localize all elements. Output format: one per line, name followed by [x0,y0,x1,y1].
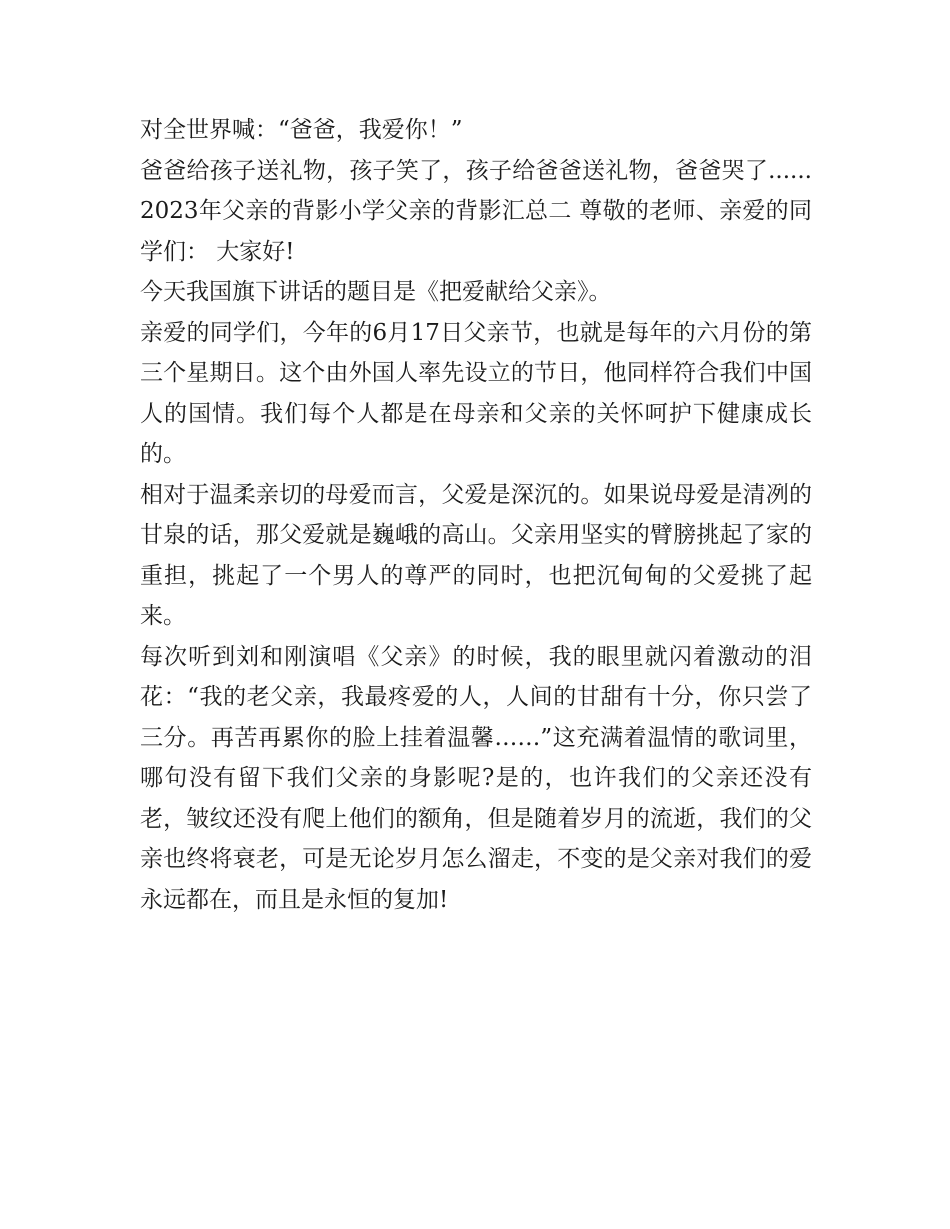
paragraph-6: 每次听到刘和刚演唱《父亲》的时候，我的眼里就闪着激动的泪花：“我的老父亲，我最疼爱的人，人间的甘甜有十分，你只尝了三分。再苦再累你的脸上挂着温馨……”这充满着温情的歌词里，哪句没有留下我们父亲的身影呢?是的，也许我们的父亲还没有老，皱纹还没有爬上他们的额角，但是随着岁月的流逝，我们的父亲也终将衰老，可是无论岁月怎么溜走，不变的是父亲对我们的爱永远都在，而且是永恒的复加! [140,643,812,913]
paragraph-3: 今天我国旗下讲话的题目是《把爱献给父亲》。 [140,279,612,305]
paragraph-1: 对全世界喊：“爸爸，我爱你！” [140,117,463,143]
paragraph-5: 相对于温柔亲切的母爱而言，父爱是深沉的。如果说母爱是清冽的甘泉的话，那父爱就是巍峨的高山。父亲用坚实的臂膀挑起了家的重担，挑起了一个男人的尊严的同时，也把沉甸甸的父爱挑了起来。 [140,481,812,629]
paragraph-2: 爸爸给孩子送礼物，孩子笑了，孩子给爸爸送礼物，爸爸哭了...... 2023年父亲的背影小学父亲的背影汇总二 尊敬的老师、亲爱的同学们： 大家好! [140,157,812,265]
document-body [140,110,812,920]
paragraph-4: 亲爱的同学们，今年的6月17日父亲节，也就是每年的六月份的第三个星期日。这个由外国人率先设立的节日，他同样符合我们中国人的国情。我们每个人都是在母亲和父亲的关怀呵护下健康成长的。 [140,319,812,467]
